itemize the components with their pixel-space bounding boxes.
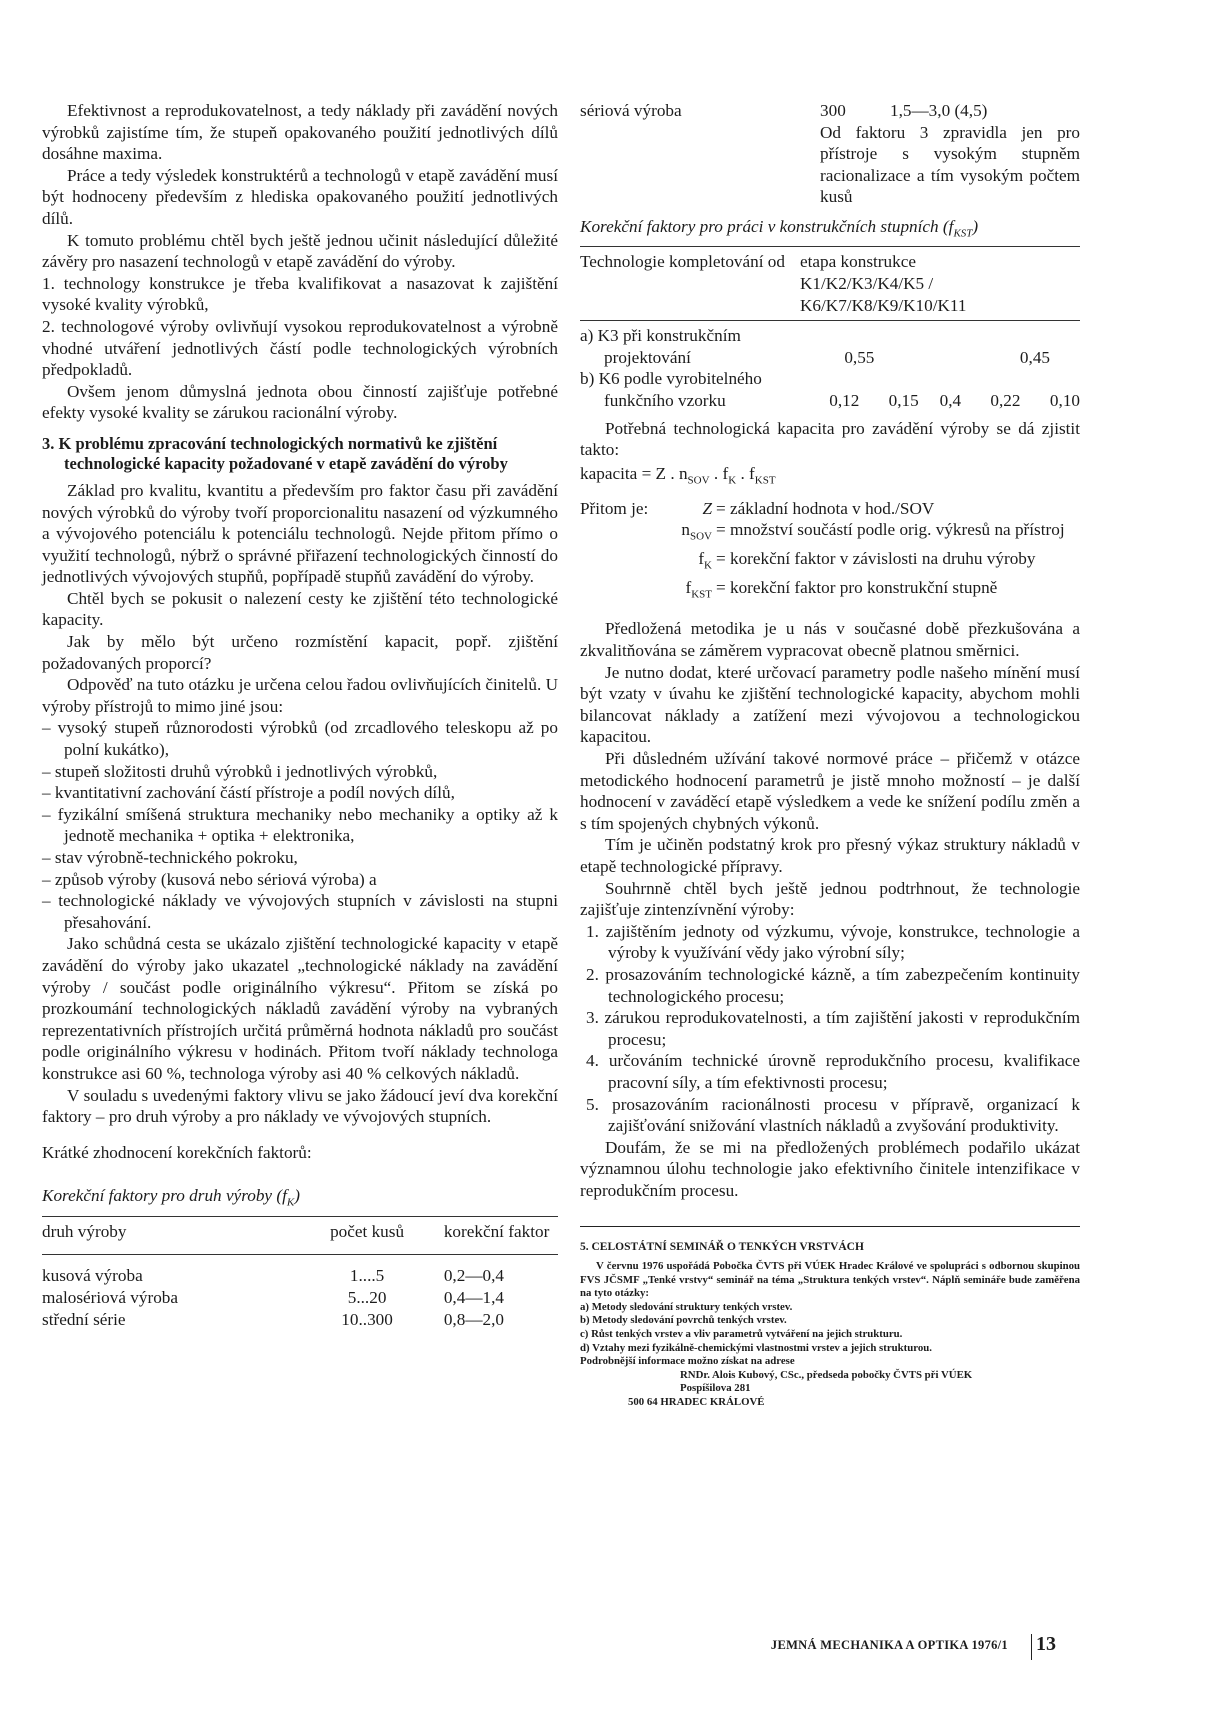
footer-divider bbox=[1031, 1634, 1033, 1660]
list-item: 4. určováním technické úrovně reprodukčního procesu, kvalifikace pracovní síly, a tím efektivnosti procesu; bbox=[586, 1051, 1080, 1092]
table1-caption: Korekční faktory pro druh výroby $(f_K)$ bbox=[42, 1186, 300, 1209]
paragraph: Ovšem jenom důmyslná jednota obou činností zajišťuje potřebné efekty vysoké kvality se zárukou racionální výroby. bbox=[42, 381, 558, 423]
table-row: funkčního vzorku 0,12 0,15 0,4 0,22 0,10 bbox=[604, 390, 1080, 410]
paragraph: Při důsledném užívání takové normové práce – přičemž v otázce metodického hodnocení parametrů je jistě mnoho možností – je další hodnocení v zaváděcí etapě výsledkem a vede ke snížení podílu změn a s tím spojených chybných výkonů. bbox=[580, 749, 1080, 833]
page-number: 13 bbox=[1036, 1633, 1056, 1655]
seminar-body: V červnu 1976 uspořádá Pobočka ČVTS při VÚEK Hradec Králové ve spolupráci s odbornou skupinou FVS JČSMF „Tenké vrstvy“ seminář na téma „Struktura tenkých vrstev“. Náplň semináře bude zaměřena na tyto otázky: bbox=[580, 1260, 1080, 1300]
numbered-list bbox=[580, 921, 1080, 1137]
table-row: b) K6 podle vyrobitelného bbox=[580, 369, 762, 389]
list-item: 2. prosazováním technologické kázně, a tím zabezpečením kontinuity technologického procesu; bbox=[586, 964, 1080, 1006]
page-footer bbox=[760, 1630, 1090, 1660]
table1 bbox=[42, 1216, 558, 1330]
list-item: – technologické náklady ve vývojových stupních v závislosti na stupni přesahování. bbox=[42, 891, 558, 932]
seminar-item: d) Vztahy mezi fyzikálně-chemickými vlastnostmi vrstev a jejich strukturou. bbox=[580, 1341, 932, 1354]
table-header: Technologie kompletování od bbox=[580, 247, 800, 316]
seminar-notice bbox=[580, 1241, 1080, 1410]
table-row: a) K3 při konstrukčním bbox=[580, 326, 741, 346]
paragraph: Potřebná technologická kapacita pro zavádění výroby se dá zjistit takto: bbox=[580, 418, 1080, 460]
table-row: malosériová výroba 5...20 0,4—1,4 bbox=[42, 1287, 504, 1307]
table-header-row bbox=[42, 1216, 558, 1242]
definition-row: $f_K$ = korekční faktor v závislosti na druhu výroby bbox=[698, 549, 1036, 572]
paragraph: Chtěl bych se pokusit o nalezení cesty ke zjištění této technologické kapacity. bbox=[42, 588, 558, 630]
list-item: 3. zárukou reprodukovatelnosti, a tím zajištění jakosti v reprodukčním procesu; bbox=[586, 1008, 1080, 1049]
formula: kapacita = Z . $n_{SOV}$ . $f_K$ . $f_{KST}$ bbox=[580, 463, 776, 487]
right-column bbox=[580, 100, 1080, 1410]
table-row: střední série 10..300 0,8—2,0 bbox=[42, 1309, 504, 1329]
paragraph: Efektivnost a reprodukovatelnost, a tedy náklady při zavádění nových výrobků zajistíme tím, že stupeň opakovaného použití jednotlivých dílů dosáhne maxima. bbox=[42, 101, 558, 164]
paragraph: V souladu s uvedenými faktory vlivu se jako žádoucí jeví dva korekční faktory – pro druh výroby a pro náklady ve vývojových stupních. bbox=[42, 1085, 558, 1127]
table-header: korekční faktor bbox=[424, 1216, 558, 1242]
definition-row: Přitom je: Z = základní hodnota v hod./SOV bbox=[580, 498, 935, 518]
table-header: etapa konstrukce K1/K2/K3/K4/K5 / K6/K7/K8/K9/K10/K11 bbox=[800, 247, 1080, 316]
paragraph: Základ pro kvalitu, kvantitu a především pro faktor času při zavádění nových výrobků do výroby tvoří proporcionalitu nasazení od výzkumného a vývojového potenciálu k potenciálu technologů. Nejde přitom přímo o využití technologů, nýbrž o správné přiřazení technologických činností do jednotlivých vývojových stupňů, popřípadě stupňů zavádění do výroby. bbox=[42, 480, 558, 587]
list-item: 1. zajištěním jednoty od výzkumu, vývoje, konstrukce, technologie a výroby k využívání vědy jako výrobní síly; bbox=[586, 921, 1080, 963]
table-header: druh výroby bbox=[42, 1216, 310, 1242]
seminar-info: Podrobnější informace možno získat na adrese bbox=[580, 1355, 795, 1368]
table-row: projektování 0,55 0,45 bbox=[604, 347, 1050, 367]
seminar-address: Pospíšilova 281 bbox=[680, 1382, 751, 1395]
seminar-title: 5. CELOSTÁTNÍ SEMINÁŘ O TENKÝCH VRSTVÁCH bbox=[580, 1240, 864, 1253]
list-item: – kvantitativní zachování částí přístroje a podíl nových dílů, bbox=[42, 783, 455, 803]
table-note: Od faktoru 3 zpravidla jen pro přístroje s vysokým stupněm racionalizace a tím vysokým počtem kusů bbox=[820, 122, 1080, 207]
list-item: – stupeň složitosti druhů výrobků i jednotlivých výrobků, bbox=[42, 761, 438, 781]
paragraph: Krátké zhodnocení korekčních faktorů: bbox=[42, 1142, 312, 1162]
table-header-row bbox=[580, 247, 1080, 316]
table-header: počet kusů bbox=[310, 1216, 424, 1242]
paragraph: Jako schůdná cesta se ukázalo zjištění technologické kapacity v etapě zavádění do výroby jako ukazatel „technologické náklady na zavádění výroby / součást podle originálního výkresu“. Přitom se získá po prozkoumání technologických nákladů zavádění výroby na vybraných reprezentativních přístrojích určitá průměrná hodnota nákladů pro součást podle originálního výkresu v hodinách. Přitom tvoří náklady technologa konstrukce asi 60 %, technologa výroby asi 40 % celkových nákladů. bbox=[42, 934, 558, 1083]
definitions bbox=[580, 498, 1080, 607]
paragraph: K tomuto problému chtěl bych ještě jednou učinit následující důležité závěry pro nasazení technologů v etapě zavádění do výroby. bbox=[42, 230, 558, 272]
factor-list bbox=[42, 717, 558, 933]
list-item: – fyzikální smíšená struktura mechaniky nebo mechaniky a optiky až k jednotě mechanika + optika + elektronika, bbox=[42, 804, 558, 846]
paragraph: 2. technologové výroby ovlivňují vysokou reprodukovatelnost a výrobně vhodné utváření jednotlivých částí podle technologických výrobních předpokladů. bbox=[42, 316, 558, 380]
table2 bbox=[580, 246, 1080, 411]
seminar-item: b) Metody sledování povrchů tenkých vrstev. bbox=[580, 1314, 787, 1327]
paragraph: Je nutno dodat, které určovací parametry podle našeho mínění musí být vzaty v úvahu ke zjištění technologické kapacity, abychom mohli bilancovat náklady a zatížení mezi vývojovou a technologickou kapacitou. bbox=[580, 662, 1080, 747]
table2-caption: Korekční faktory pro práci v konstrukčních stupních $(f_{KST})$ bbox=[580, 216, 979, 240]
paragraph: Jak by mělo být určeno rozmístění kapacit, popř. zjištění požadovaných proporcí? bbox=[42, 632, 558, 673]
paragraph: Tím je učiněn podstatný krok pro přesný výkaz struktury nákladů v etapě technologické přípravy. bbox=[580, 835, 1080, 876]
table1-continued bbox=[580, 100, 1080, 208]
paragraph: Odpověď na tuto otázku je určena celou řadou ovlivňujících činitelů. U výroby přístrojů to mimo jiné jsou: bbox=[42, 675, 558, 716]
definition-row: $f_{KST}$ = korekční faktor pro konstrukční stupně bbox=[685, 578, 998, 601]
paragraph: Doufám, že se mi na předložených problémech podařilo ukázat významnou úlohu technologie jako efektivního činitele intenzifikace v reprodukčním procesu. bbox=[580, 1137, 1080, 1200]
seminar-item: a) Metody sledování struktury tenkých vrstev. bbox=[580, 1300, 793, 1313]
table-row: sériová výroba 300 1,5—3,0 (4,5) bbox=[580, 101, 988, 120]
list-item: – vysoký stupeň různorodosti výrobků (od zrcadlového teleskopu až po polní kukátko), bbox=[42, 718, 558, 760]
list-item: – stav výrobně-technického pokroku, bbox=[42, 848, 298, 867]
left-column bbox=[42, 100, 558, 1330]
paragraph: Předložená metodika je u nás v současné době přezkušována a zkvalitňována se záměrem vypracovat obecně platnou směrnici. bbox=[580, 619, 1080, 661]
definition-row: $n_{SOV}$ = množství součástí podle orig. výkresů na přístroj bbox=[681, 520, 1065, 543]
seminar-address: RNDr. Alois Kubový, CSc., předseda pobočky ČVTS při VÚEK bbox=[680, 1368, 973, 1381]
table-row: kusová výroba 1....5 0,2—0,4 bbox=[42, 1266, 504, 1286]
paragraph: 1. technology konstrukce je třeba kvalifikovat a nasazovat k zajištění vysoké kvality výrobků, bbox=[42, 273, 558, 315]
paragraph: Práce a tedy výsledek konstruktérů a technologů v etapě zavádění musí být hodnoceny především z hlediska opakovaného použití jednotlivých dílů. bbox=[42, 165, 558, 228]
seminar-item: c) Růst tenkých vrstev a vliv parametrů vytváření na jejich strukturu. bbox=[580, 1328, 903, 1341]
seminar-address: 500 64 HRADEC KRÁLOVÉ bbox=[628, 1396, 765, 1409]
section-heading: 3. K problému zpracování technologických normativů ke zjištění technologické kapacity požadované v etapě zavádění do výroby bbox=[42, 433, 508, 473]
journal-name: JEMNÁ MECHANIKA A OPTIKA 1976/1 bbox=[770, 1638, 1008, 1652]
list-item: – způsob výroby (kusová nebo sériová výroba) a bbox=[42, 869, 377, 889]
paragraph: Souhrnně chtěl bych ještě jednou podtrhnout, že technologie zajišťuje zintenzívnění výroby: bbox=[580, 878, 1080, 920]
list-item: 5. prosazováním racionálnosti procesu v přípravě, organizací k zajišťování snižování vlastních nákladů a zvyšování produktivity. bbox=[586, 1094, 1080, 1136]
